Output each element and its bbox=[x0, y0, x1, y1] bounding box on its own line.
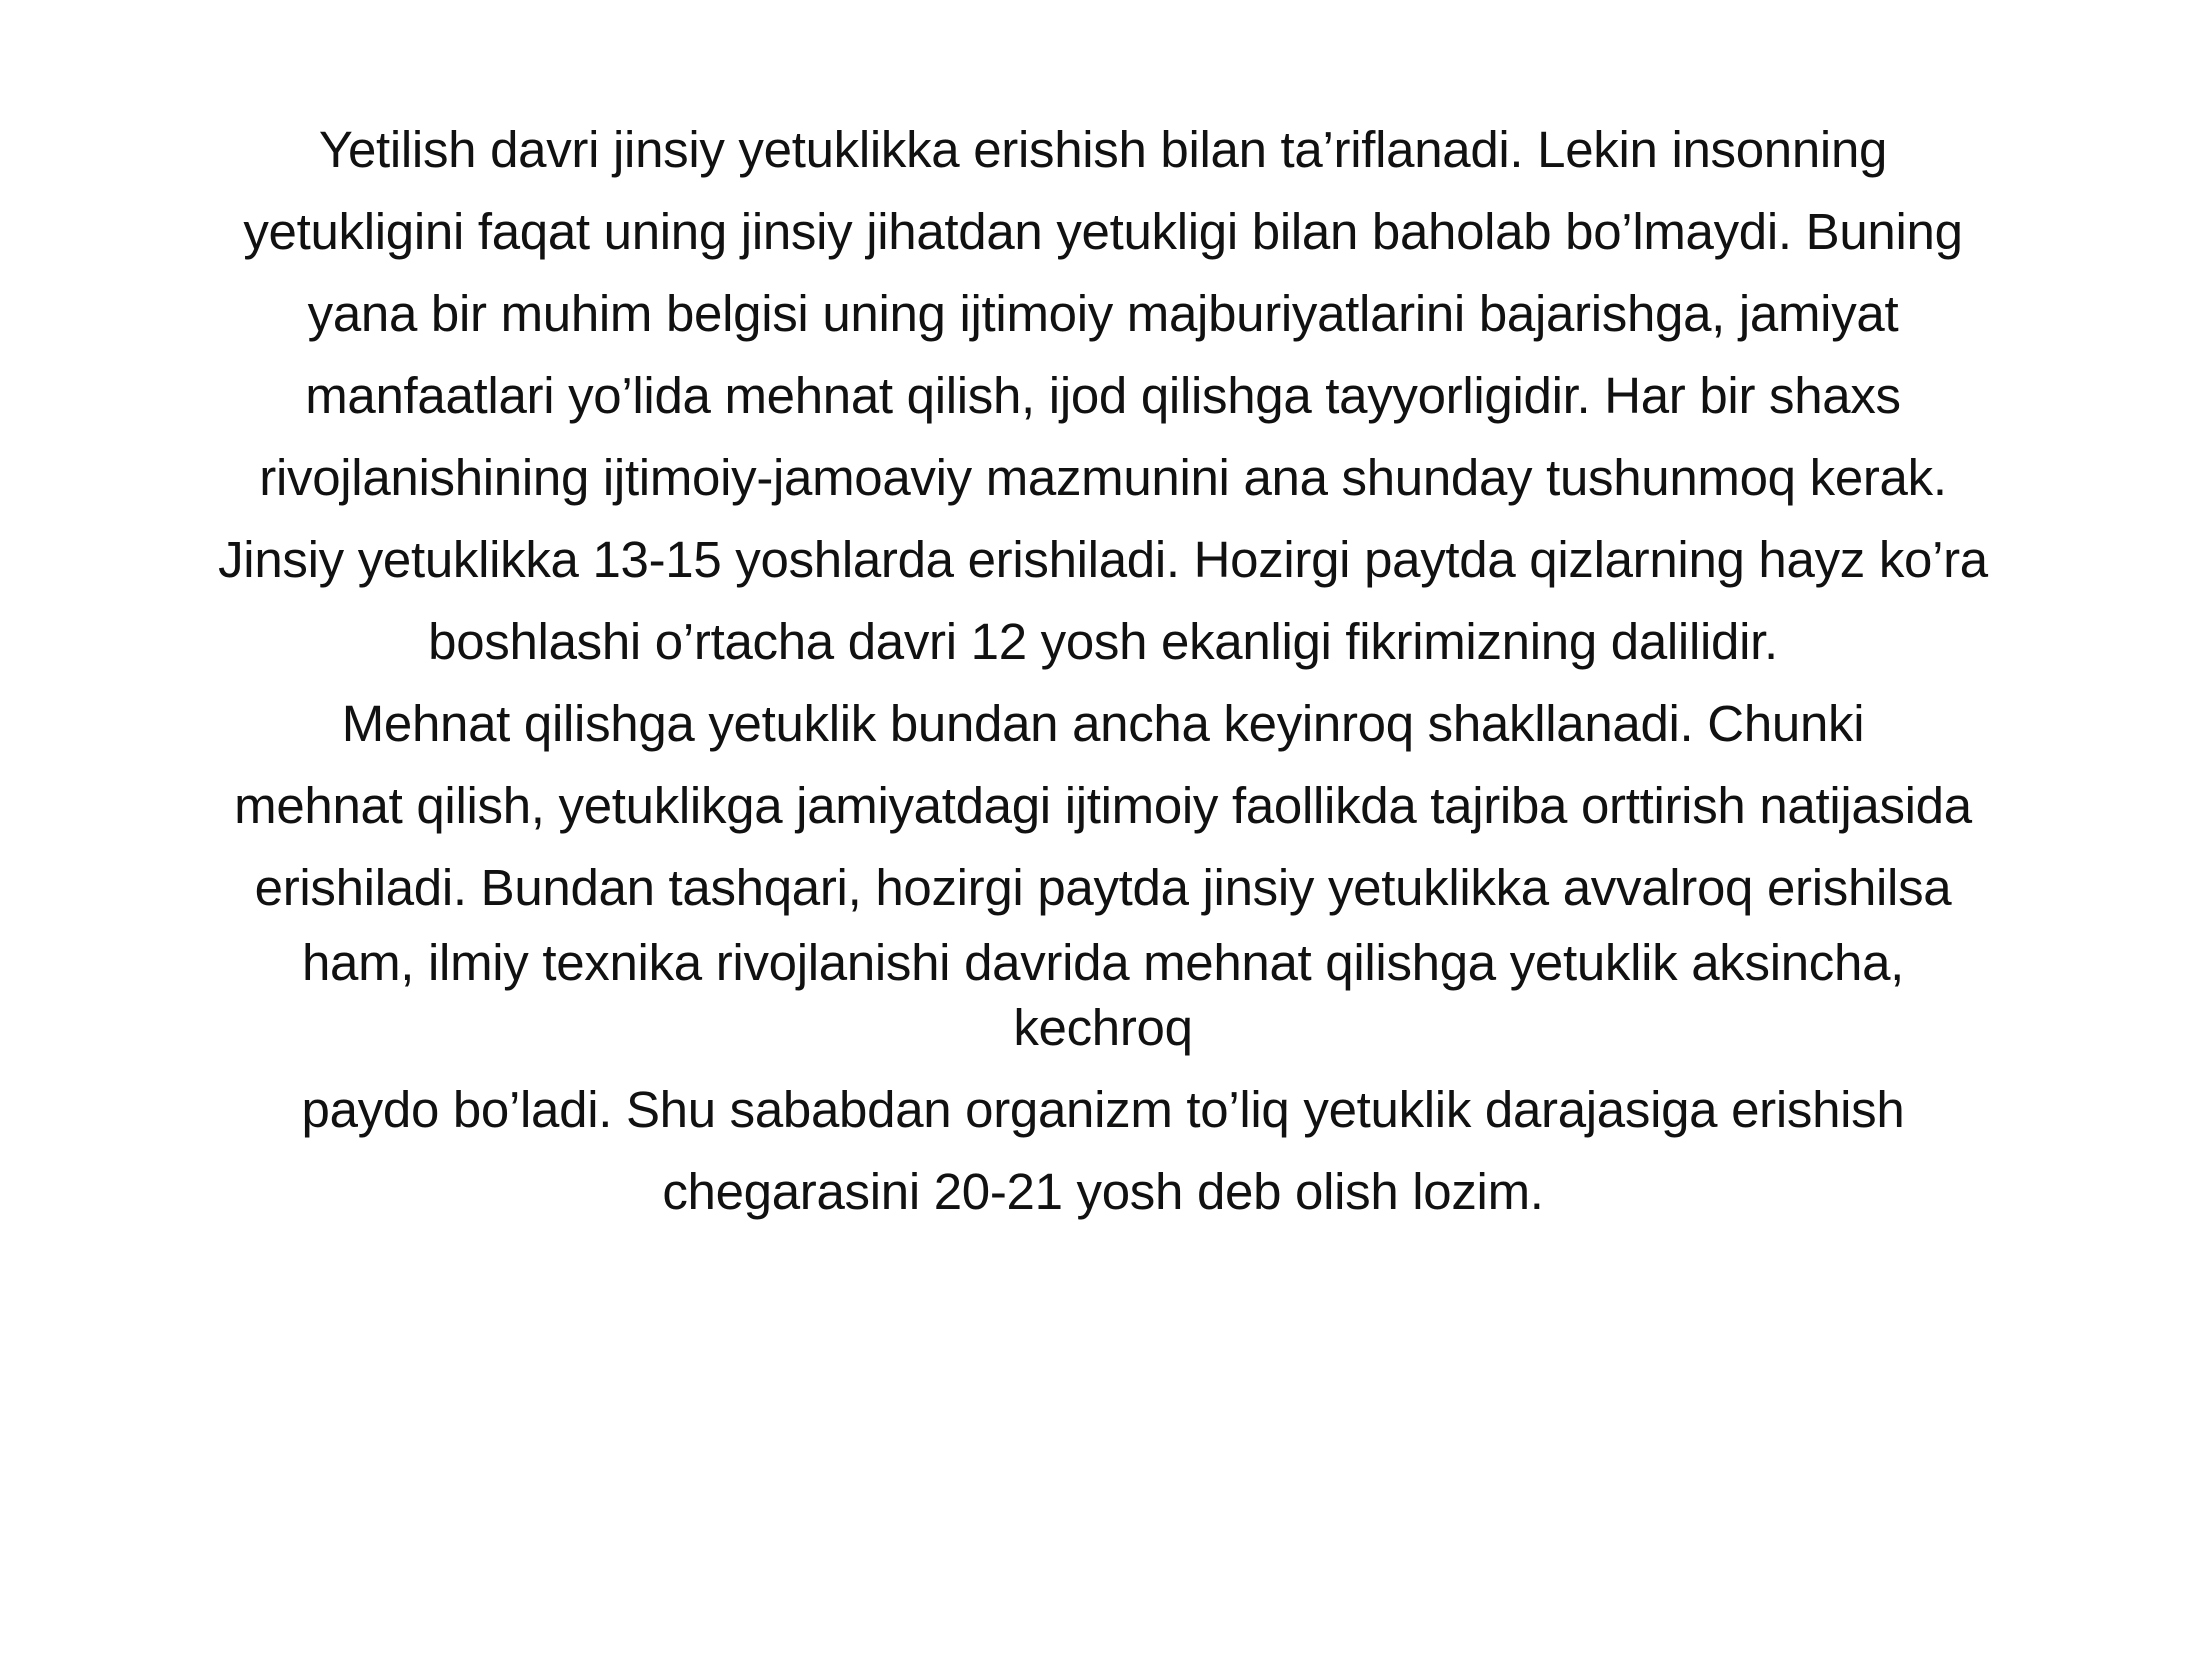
text-line: boshlashi o’rtacha davri 12 yosh ekanligi fikrimizning dalilidir. bbox=[428, 613, 1778, 670]
text-line: Mehnat qilishga yetuklik bundan ancha keyinroq shakllanadi. Chunki bbox=[341, 695, 1865, 752]
text-line: kechroq bbox=[1013, 999, 1193, 1056]
text-line: erishiladi. Bundan tashqari, hozirgi paytda jinsiy yetuklikka avvalroq erishilsa bbox=[254, 859, 1952, 916]
text-line: paydo bo’ladi. Shu sababdan organizm to’liq yetuklik darajasiga erishish bbox=[301, 1081, 1905, 1138]
text-line: yana bir muhim belgisi uning ijtimoiy majburiyatlarini bajarishga, jamiyat bbox=[307, 285, 1899, 342]
text-line: chegarasini 20-21 yosh deb olish lozim. bbox=[662, 1163, 1544, 1220]
body-text bbox=[120, 115, 2086, 1239]
text-line: manfaatlari yo’lida mehnat qilish, ijod qilishga tayyorligidir. Har bir shaxs bbox=[305, 367, 1901, 424]
text-line: yetukligini faqat uning jinsiy jihatdan yetukligi bilan baholab bo’lmaydi. Buning bbox=[243, 203, 1963, 260]
text-line: rivojlanishining ijtimoiy-jamoaviy mazmunini ana shunday tushunmoq kerak. bbox=[259, 449, 1947, 506]
text-line: Yetilish davri jinsiy yetuklikka erishish bilan ta’riflanadi. Lekin insonning bbox=[318, 121, 1888, 178]
text-line: Jinsiy yetuklikka 13-15 yoshlarda erishiladi. Hozirgi paytda qizlarning hayz ko’ra bbox=[218, 531, 1988, 588]
text-line: mehnat qilish, yetuklikga jamiyatdagi ijtimoiy faollikda tajriba orttirish natijasida bbox=[234, 777, 1972, 834]
text-line: ham, ilmiy texnika rivojlanishi davrida mehnat qilishga yetuklik aksincha, bbox=[301, 934, 1905, 991]
